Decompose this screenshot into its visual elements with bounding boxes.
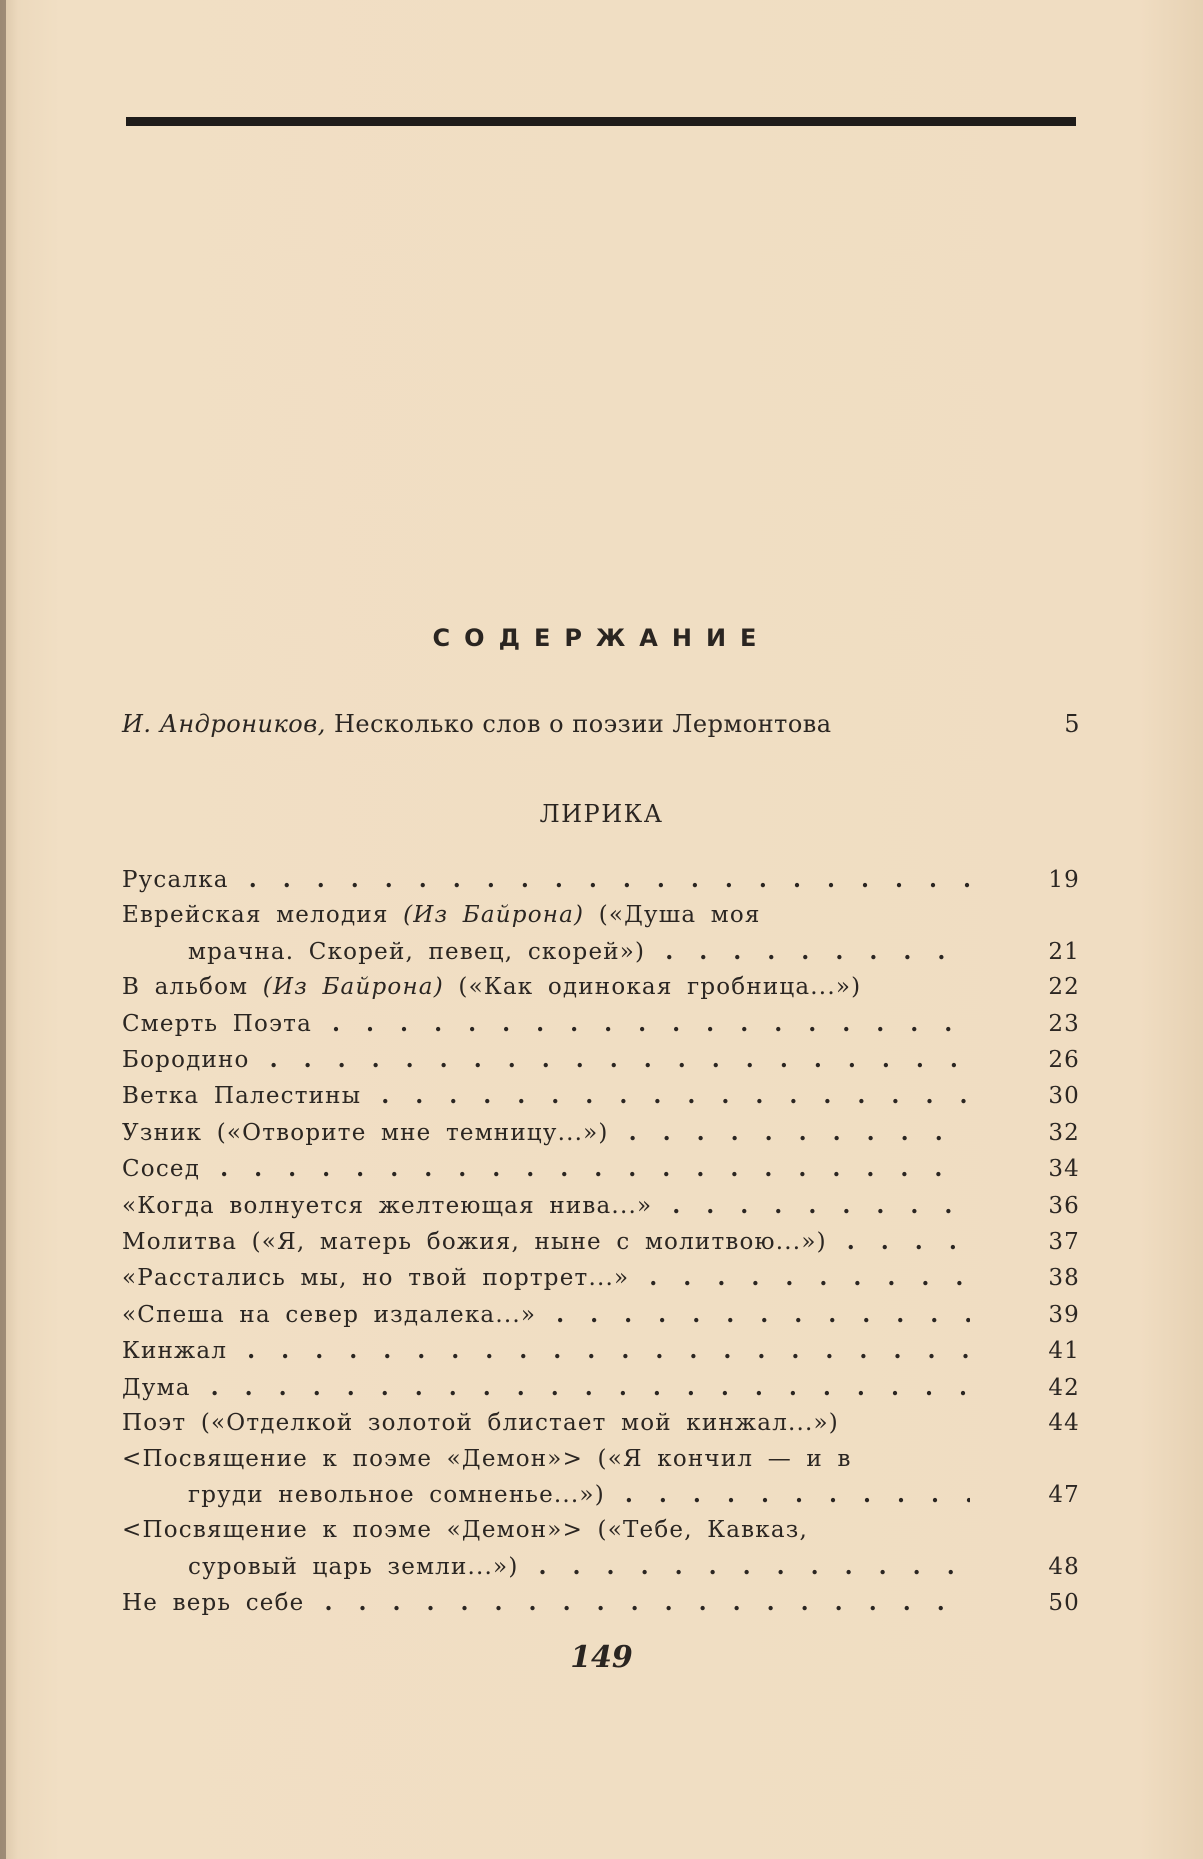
toc-entry-page-number: 21 <box>1048 938 1080 965</box>
toc-entry-text: «Расстались мы, но твой портрет...» <box>122 1265 630 1292</box>
toc-entry-line <box>122 1042 970 1078</box>
toc-entry-page-number: 19 <box>1048 867 1080 893</box>
toc-entry-text: Смерть Поэта <box>122 1010 313 1037</box>
toc-entry-text: груди невольное сомненье...») <box>188 1481 605 1508</box>
toc-entry <box>122 1188 1080 1224</box>
toc-entry-text: Сосед <box>122 1156 201 1183</box>
toc-entry <box>122 898 1080 970</box>
toc-entry-page-number: 48 <box>1048 1553 1080 1580</box>
toc-entry-line <box>122 1333 970 1369</box>
toc-entry <box>122 1513 1080 1585</box>
toc-entry-page-number: 44 <box>1048 1410 1080 1437</box>
intro-entry <box>122 710 1080 738</box>
toc-entry-page-number: 32 <box>1048 1119 1080 1146</box>
toc-entry-page-number: 36 <box>1048 1192 1080 1219</box>
toc-entry-line <box>122 1151 970 1187</box>
toc-entry-source: (Из Байрона) <box>403 902 585 929</box>
toc-entry-line <box>122 862 970 898</box>
toc-entry-text: «Когда волнуется желтеющая нива...» <box>122 1192 653 1219</box>
toc-entry <box>122 1442 1080 1514</box>
toc-entries <box>122 862 1080 1622</box>
toc-entry-text: Бородино <box>122 1047 250 1074</box>
toc-entry-line <box>122 1442 970 1477</box>
toc-entry <box>122 1585 1080 1621</box>
toc-entry-text: В альбом <box>122 974 263 1001</box>
toc-entry-text: <Посвящение к поэме «Демон»> («Тебе, Кавказ, <box>122 1517 809 1544</box>
toc-entry <box>122 1370 1080 1406</box>
toc-entry-page-number: 42 <box>1048 1374 1080 1401</box>
toc-entry-line <box>122 1078 970 1114</box>
toc-entry <box>122 1297 1080 1333</box>
toc-entry-page-number: 41 <box>1048 1338 1080 1365</box>
toc-entry-page-number: 38 <box>1048 1265 1080 1292</box>
toc-entry-page-number: 47 <box>1048 1481 1080 1508</box>
toc-entry-line <box>122 1260 970 1296</box>
toc-entry-line <box>122 1477 970 1513</box>
intro-author: И. Андроников, <box>122 710 326 738</box>
toc-entry-line <box>122 1297 970 1333</box>
toc-entry <box>122 1333 1080 1369</box>
toc-entry <box>122 1115 1080 1151</box>
intro-page-number: 5 <box>1064 710 1080 738</box>
toc-entry-text: Дума <box>122 1374 191 1401</box>
toc-entry-line <box>122 1585 970 1621</box>
toc-entry <box>122 1406 1080 1441</box>
toc-entry-line <box>122 1224 970 1260</box>
toc-entry-page-number: 26 <box>1048 1047 1080 1074</box>
toc-entry-text: Поэт («Отделкой золотой блистает мой кинжал...») <box>122 1410 839 1437</box>
toc-entry-line <box>122 934 970 970</box>
toc-entry-line <box>122 1406 970 1441</box>
toc-entry-page-number: 23 <box>1048 1010 1080 1037</box>
toc-entry-text: <Посвящение к поэме «Демон»> («Я кончил — и в <box>122 1445 852 1472</box>
toc-entry <box>122 1006 1080 1042</box>
toc-entry-line <box>122 1115 970 1151</box>
intro-title: Несколько слов о поэзии Лермонтова <box>333 710 832 738</box>
toc-entry-text: суровый царь земли...») <box>188 1553 519 1580</box>
toc-entry-page-number: 39 <box>1048 1301 1080 1328</box>
page-spine-shadow <box>0 0 6 1859</box>
toc-entry-page-number: 34 <box>1048 1156 1080 1183</box>
toc-entry-line <box>122 898 970 933</box>
page-number: 149 <box>570 1640 633 1675</box>
toc-entry <box>122 1151 1080 1187</box>
toc-entry-text: Ветка Палестины <box>122 1083 362 1110</box>
toc-entry-text: мрачна. Скорей, певец, скорей») <box>188 938 646 965</box>
toc-entry-page-number: 30 <box>1048 1083 1080 1110</box>
toc-entry-page-number: 22 <box>1048 974 1080 1001</box>
toc-entry-text: «Спеша на север издалека...» <box>122 1301 537 1328</box>
toc-entry-line <box>122 1370 970 1406</box>
top-rule <box>126 117 1076 126</box>
toc-entry-line <box>122 970 970 1005</box>
toc-entry-text: Кинжал <box>122 1338 228 1365</box>
toc-entry-text: Не верь себе <box>122 1590 305 1617</box>
toc-entry <box>122 1078 1080 1114</box>
toc-entry-text: Узник («Отворите мне темницу...») <box>122 1119 609 1146</box>
toc-entry-line <box>122 1006 970 1042</box>
toc-entry <box>122 862 1080 898</box>
toc-entry <box>122 1224 1080 1260</box>
toc-entry-text: («Душа моя <box>584 902 761 929</box>
toc-entry <box>122 970 1080 1005</box>
toc-entry-line <box>122 1188 970 1224</box>
toc-entry-page-number: 50 <box>1048 1590 1080 1617</box>
toc-entry-text: Молитва («Я, матерь божия, ныне с молитвою...») <box>122 1229 827 1256</box>
toc-entry-text: Еврейская мелодия <box>122 902 404 929</box>
toc-entry-source: (Из Байрона) <box>262 974 444 1001</box>
toc-entry <box>122 1042 1080 1078</box>
toc-entry-line <box>122 1513 970 1548</box>
toc-entry-page-number: 37 <box>1048 1229 1080 1256</box>
section-title: ЛИРИКА <box>539 800 664 828</box>
toc-entry <box>122 1260 1080 1296</box>
toc-entry-text: Русалка <box>122 867 229 893</box>
toc-heading: СОДЕРЖАНИЕ <box>432 624 771 652</box>
toc-entry-text: («Как одинокая гробница...») <box>443 974 862 1001</box>
toc-entry-line <box>122 1549 970 1585</box>
